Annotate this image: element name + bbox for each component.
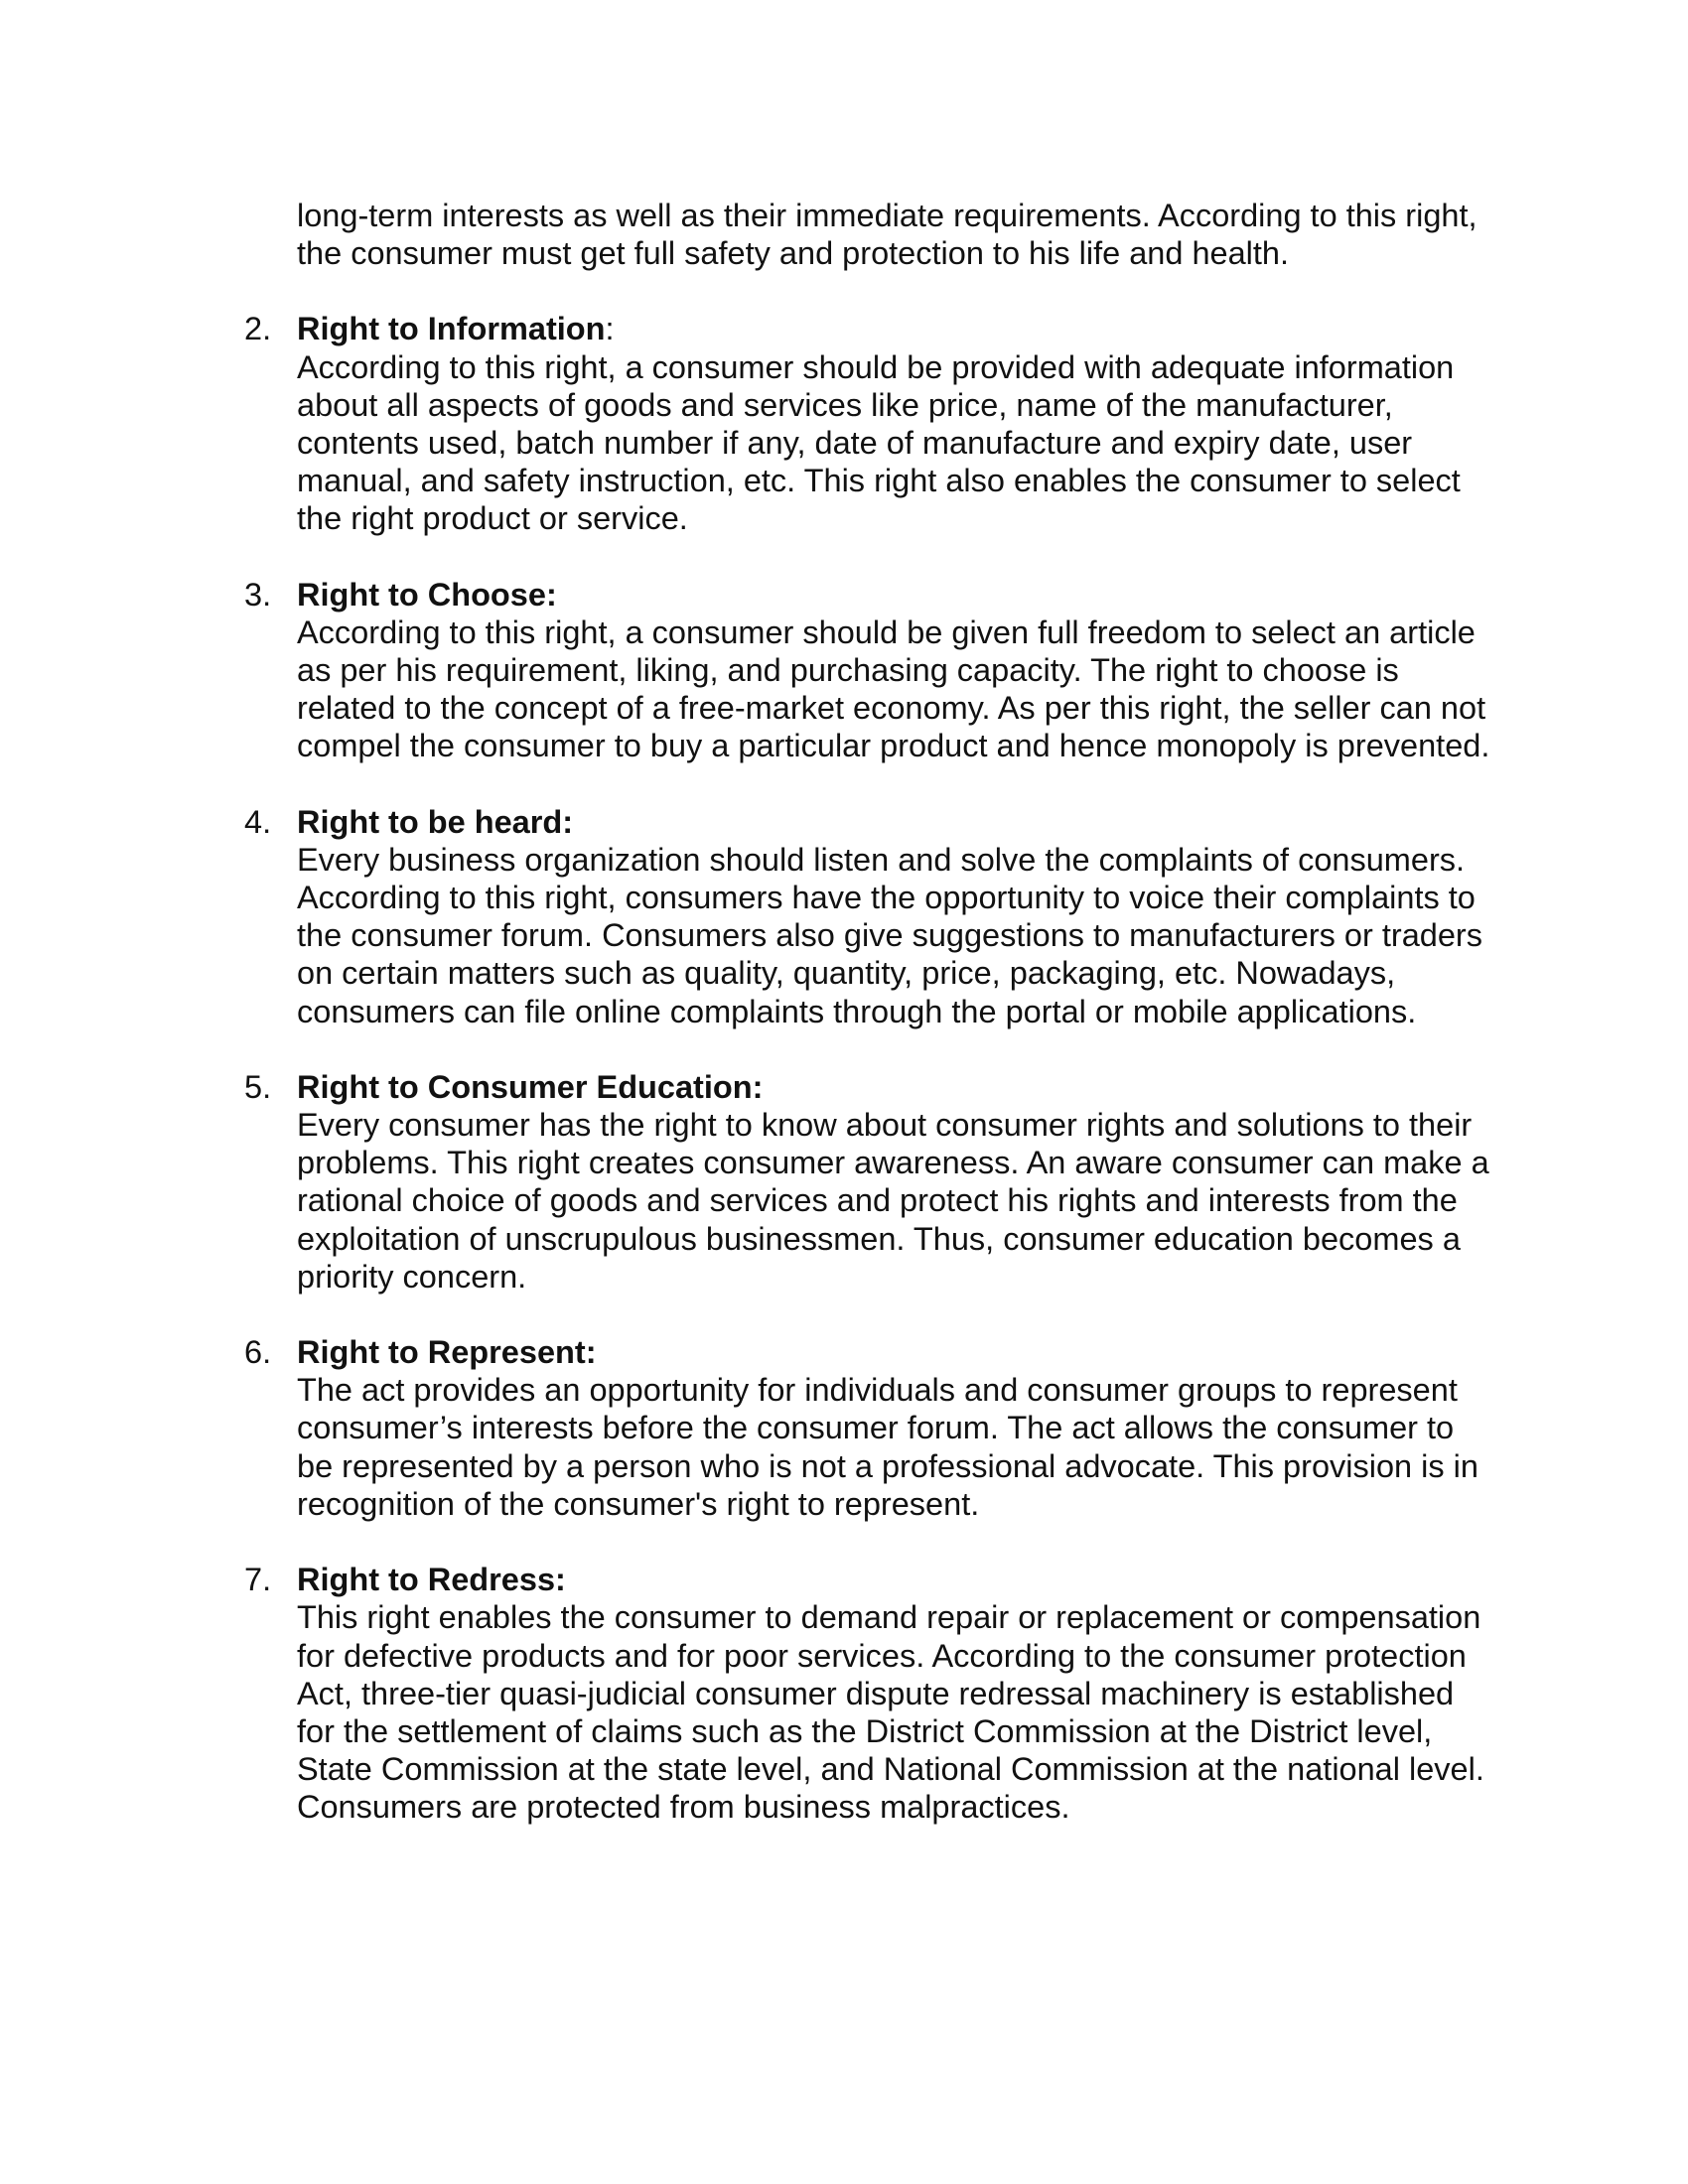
list-item-body: Every consumer has the right to know about consumer rights and solutions to their problems. This right creates consumer awareness. An aware consumer can make a rational choice of goods and services and protect his rights and interests from the exploitation of unscrupulous businessmen. Thus, consumer education becomes a priority concern.: [297, 1107, 1489, 1295]
list-item-right-to-consumer-education: [244, 1068, 1498, 1296]
list-item-right-to-be-heard: [244, 803, 1498, 1030]
list-item-body: Every business organization should listen and solve the complaints of consumers. According to this right, consumers have the opportunity to voice their complaints to the consumer forum. Consumers also give suggestions to manufacturers or traders on certain matters such as quality, quantity, price, packaging, etc. Nowadays, consumers can file online complaints through the portal or mobile applications.: [297, 841, 1483, 1029]
intro-paragraph: long-term interests as well as their immediate requirements. According to this right, the consumer must get full safety and protection to his life and health.: [297, 198, 1477, 272]
list-item-title: Right to Redress:: [297, 1562, 566, 1598]
list-item-title: [297, 310, 1498, 347]
list-item-right-to-represent: [244, 1333, 1498, 1523]
list-item-title: Right to be heard:: [297, 803, 574, 840]
list-item-body: This right enables the consumer to demand repair or replacement or compensation for defective products and for poor services. According to the consumer protection Act, three-tier quasi-judicial consumer dispute redressal machinery is established for the settlement of claims such as the District Commission at the District level, State Commission at the state level, and National Commission at the national level. Consumers are protected from business malpractices.: [297, 1599, 1484, 1826]
list-item-number: 5.: [244, 1068, 272, 1105]
list-item-number: 6.: [244, 1334, 272, 1371]
list-item-body: According to this right, a consumer should be provided with adequate information about all aspects of goods and services like price, name of the manufacturer, contents used, batch number if any, date of manufacture and expiry date, user manual, and safety instruction, etc. This right also enables the consumer to select the right product or service.: [297, 348, 1461, 537]
list-item-number: 4.: [244, 803, 272, 840]
list-item-right-to-choose: [244, 576, 1498, 765]
list-item-number: 7.: [244, 1562, 272, 1598]
list-item-title-text: Right to Information: [297, 311, 606, 347]
list-item-title: Right to Consumer Education:: [297, 1068, 764, 1105]
list-item-number: 3.: [244, 576, 272, 613]
list-item-right-to-information: [244, 310, 1498, 537]
list-item-title-suffix: :: [605, 311, 615, 347]
list-item-body: According to this right, a consumer should be given full freedom to select an article as per his requirement, liking, and purchasing capacity. The right to choose is related to the concept of a free-market economy. As per this right, the seller can not compel the consumer to buy a particular product and hence monopoly is prevented.: [297, 614, 1490, 764]
list-item-right-to-redress: [244, 1561, 1498, 1826]
list-item-number: 2.: [244, 311, 272, 347]
document-content: [244, 197, 1498, 1827]
list-item-title: Right to Represent:: [297, 1334, 597, 1371]
list-item-title: Right to Choose:: [297, 576, 557, 613]
list-item-body: The act provides an opportunity for individuals and consumer groups to represent consumer’s interests before the consumer forum. The act allows the consumer to be represented by a person who is not a professional advocate. This provision is in recognition of the consumer's right to represent.: [297, 1372, 1478, 1522]
